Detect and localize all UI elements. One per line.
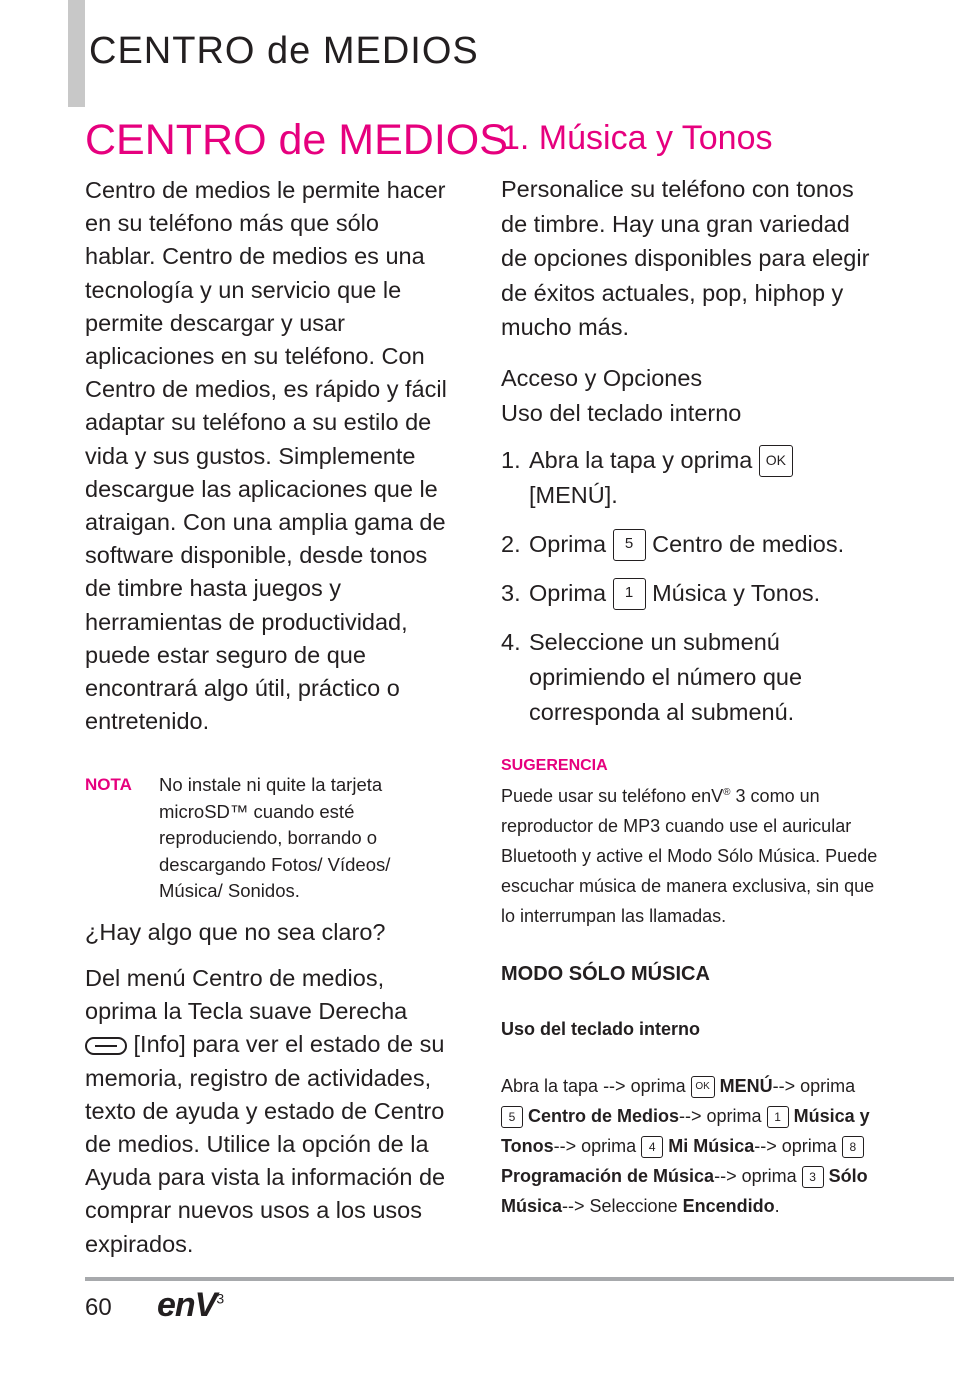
modo-instructions xyxy=(501,1071,881,1221)
step-item xyxy=(501,443,881,513)
modo-text: --> oprima xyxy=(714,1165,797,1186)
step-tail: . xyxy=(837,530,845,557)
modo-bold: MENÚ xyxy=(719,1075,773,1096)
header-title: CENTRO de MEDIOS xyxy=(89,30,479,72)
right-column xyxy=(501,110,881,1239)
step-number: 1. xyxy=(501,446,521,473)
modo-bold: Centro de Medios xyxy=(528,1105,680,1126)
question-heading: ¿Hay algo que no sea claro? xyxy=(85,918,386,945)
modo-bold: Encendido xyxy=(682,1195,775,1216)
logo-text: enV xyxy=(157,1286,217,1324)
key-3-icon: 3 xyxy=(802,1166,824,1188)
step-bold: [MENÚ] xyxy=(529,481,612,508)
footer-rule xyxy=(85,1277,954,1281)
step-number: 4. xyxy=(501,628,521,655)
key-5-icon: 5 xyxy=(613,529,646,561)
right-softkey-icon xyxy=(85,1037,127,1055)
info-paragraph-end: para ver el estado de su memoria, registro de actividades, texto de ayuda y estado de Centro de medios. Utilice la opción de la Ayuda para vista la información de comprar nuevos usos a los usos expirados. xyxy=(85,1031,446,1257)
step-bold: Centro de medios xyxy=(652,530,838,557)
modo-text: Abra la tapa --> oprima xyxy=(501,1075,686,1096)
step-text: Seleccione un submenú oprimiendo el número que corresponda al submenú. xyxy=(529,628,803,725)
note-label: NOTA xyxy=(85,775,132,795)
step-bold: Música y Tonos xyxy=(652,579,814,606)
steps-list xyxy=(501,443,881,730)
modo-bold: Música y Tonos xyxy=(501,1105,870,1156)
step-item xyxy=(501,527,881,562)
tip-registered: ® xyxy=(723,786,731,798)
ok-key-icon: OK xyxy=(759,445,793,477)
step-text: Oprima xyxy=(529,579,607,606)
env3-logo xyxy=(157,1286,223,1325)
ok-key-icon: OK xyxy=(691,1076,715,1098)
key-8-icon: 8 xyxy=(842,1136,864,1158)
modo-text: --> Seleccione xyxy=(562,1195,678,1216)
modo-text: --> oprima xyxy=(772,1075,856,1096)
modo-bold: Programación de Música xyxy=(501,1165,715,1186)
modo-subtitle: Uso del teclado interno xyxy=(501,1018,701,1039)
step-text: Oprima xyxy=(529,530,607,557)
step-number: 3. xyxy=(501,579,521,606)
step-text: Abra la tapa y oprima xyxy=(529,446,753,473)
key-4-icon: 4 xyxy=(641,1136,663,1158)
key-1-icon: 1 xyxy=(613,578,646,610)
modo-title: MODO SÓLO MÚSICA xyxy=(501,962,710,985)
tip-label: SUGERENCIA xyxy=(501,756,608,774)
modo-bold: Mi Música xyxy=(668,1135,755,1156)
modo-text: --> oprima xyxy=(679,1105,762,1126)
logo-superscript: 3 xyxy=(216,1290,224,1307)
info-paragraph-start: Del menú Centro de medios, oprima la Tecla suave Derecha xyxy=(85,964,408,1025)
step-tail: . xyxy=(611,481,618,508)
step-tail: . xyxy=(813,579,821,606)
tip-text-a: Puede usar su teléfono enV xyxy=(501,785,724,806)
modo-text: . xyxy=(774,1195,780,1216)
tip-text xyxy=(501,778,881,931)
access-subtitle: Uso del teclado interno xyxy=(501,399,742,426)
step-number: 2. xyxy=(501,530,521,557)
section-title: 1. Música y Tonos xyxy=(501,119,773,157)
section-intro: Personalice su teléfono con tonos de timbre. Hay una gran variedad de opciones disponibles para elegir de éxitos actuales, pop, hiphop y mucho más. xyxy=(501,176,870,340)
modo-text: --> oprima xyxy=(553,1135,637,1156)
page-title: CENTRO de MEDIOS xyxy=(85,116,508,164)
intro-paragraph: Centro de medios le permite hacer en su teléfono más que sólo hablar. Centro de medios es una tecnología y un servicio que le permite descargar y usar aplicaciones en su teléfono. Con Centro de medios, es rápido y fácil adaptar su teléfono a su estilo de vida y sus gustos. Simplemente descargue las aplicaciones que le atraigan. Con una amplia gama de software disponible, desde tonos de timbre hasta juegos y herramientas de productividad, puede estar seguro de que encontrará algo útil, práctico o entretenido. xyxy=(85,177,447,735)
key-5-icon: 5 xyxy=(501,1106,523,1128)
page-number: 60 xyxy=(85,1294,112,1321)
modo-text: --> oprima xyxy=(754,1135,837,1156)
left-column xyxy=(85,110,508,1261)
step-item xyxy=(501,576,881,611)
info-label: [Info] xyxy=(133,1031,186,1058)
access-title: Acceso y Opciones xyxy=(501,364,703,391)
key-1-icon: 1 xyxy=(767,1106,789,1128)
note-box xyxy=(85,772,455,905)
header-bar xyxy=(68,0,85,107)
tip-text-b: 3 como un reproductor de MP3 cuando use el auricular Bluetooth y active el Modo Sólo Música. Puede escuchar música de manera exclusiva, sin que lo interrumpan las llamadas. xyxy=(501,785,878,926)
modo-bold: Sólo Música xyxy=(501,1165,868,1216)
note-text: No instale ni quite la tarjeta microSD™ cuando esté reproduciendo, borrando o descargando Fotos/ Vídeos/ Música/ Sonidos. xyxy=(159,774,391,902)
info-paragraph xyxy=(85,962,455,1261)
step-item xyxy=(501,625,881,730)
